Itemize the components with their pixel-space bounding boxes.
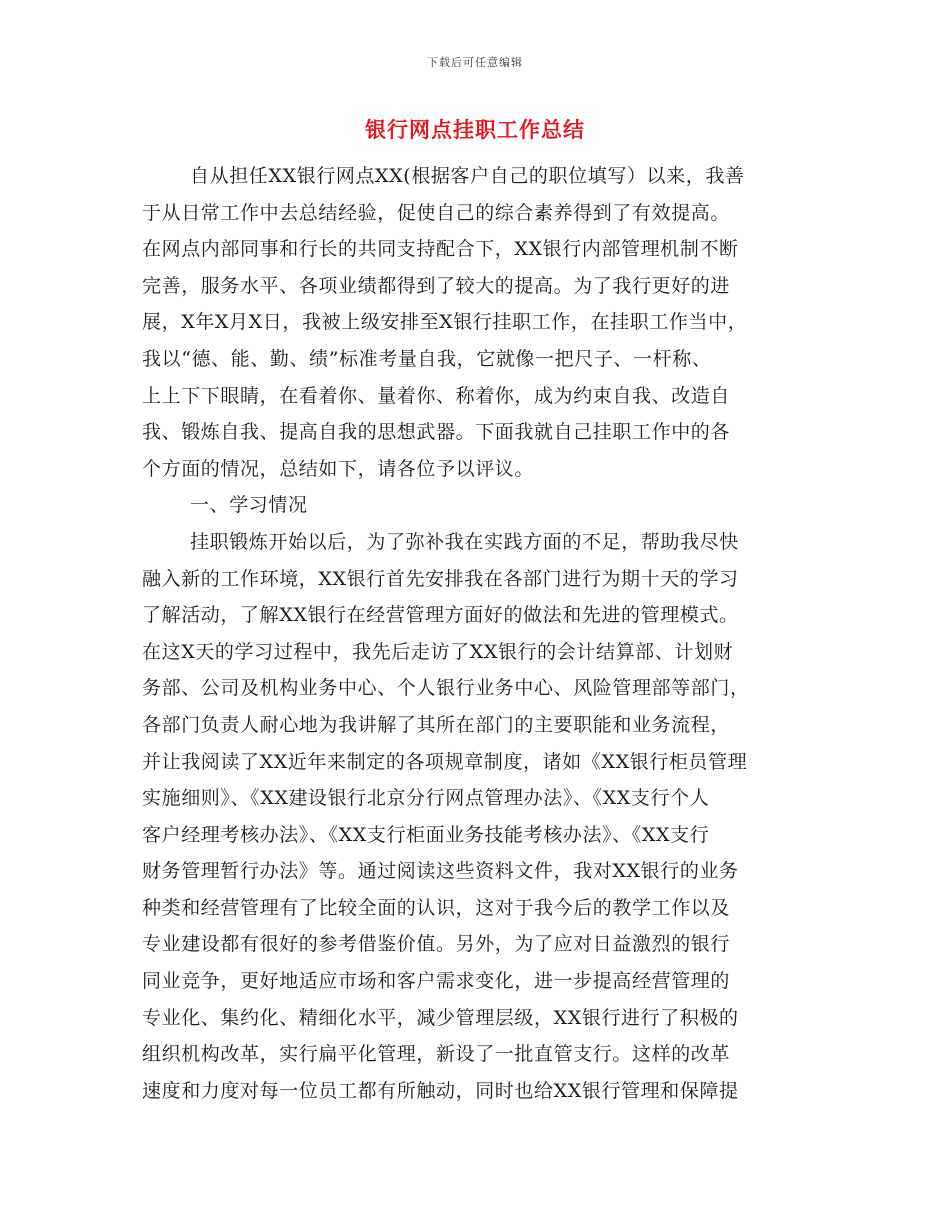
body-text-line: 上上下下眼睛，在看着你、量着你、称着你，成为约束自我、改造自 (142, 384, 731, 407)
body-text-line: 个方面的情况，总结如下，请各位予以评议。 (142, 457, 535, 480)
body-text-line: 自从担任XX银行网点XX(根据客户自己的职位填写）以来，我善 (190, 165, 745, 187)
header-note: 下载后可任意编辑 (427, 56, 523, 69)
body-text-line: 在这X天的学习过程中，我先后走访了XX银行的会计结算部、计划财 (142, 640, 734, 663)
body-text-line: 于从日常工作中去总结经验，促使自己的综合素养得到了有效提高。 (142, 201, 731, 224)
body-text-line: 同业竞争，更好地适应市场和客户需求变化，进一步提高经营管理的 (142, 970, 731, 993)
body-text-line: 在网点内部同事和行长的共同支持配合下，XX银行内部管理机制不断 (142, 238, 739, 261)
body-text-line: 完善，服务水平、各项业绩都得到了较大的提高。为了我行更好的进 (142, 274, 731, 297)
document-title: 银行网点挂职工作总结 (365, 117, 585, 142)
body-text-line: 我、锻炼自我、提高自我的思想武器。下面我就自己挂职工作中的各 (142, 421, 731, 444)
body-text-line: 了解活动，了解XX银行在经营管理方面好的做法和先进的管理模式。 (142, 604, 739, 627)
document-body (142, 158, 810, 1109)
body-text-line: 种类和经营管理有了比较全面的认识，这对于我今后的教学工作以及 (142, 896, 731, 919)
body-text-line: 速度和力度对每一位员工都有所触动，同时也给XX银行管理和保障提 (142, 1079, 739, 1102)
body-text-line: 客户经理考核办法》、《XX支行柜面业务技能考核办法》、《XX支行 (142, 823, 710, 846)
body-text-line: 财务管理暂行办法》等。通过阅读这些资料文件，我对XX银行的业务 (142, 860, 739, 883)
body-text-line: 我以“德、能、勤、绩”标准考量自我，它就像一把尺子、一杆称、 (142, 347, 712, 370)
body-text-line: 务部、公司及机构业务中心、个人银行业务中心、风险管理部等部门， (142, 677, 750, 700)
body-text-line: 组织机构改革，实行扁平化管理，新设了一批直管支行。这样的改革 (142, 1043, 731, 1066)
body-text-line: 一、学习情况 (190, 494, 308, 517)
body-text-line: 专业化、集约化、精细化水平，减少管理层级，XX银行进行了积极的 (142, 1006, 739, 1029)
body-text-line: 实施细则》、《XX建设银行北京分行网点管理办法》、《XX支行个人 (142, 787, 710, 810)
body-text-line: 展，X年X月X日，我被上级安排至X银行挂职工作，在挂职工作当中， (142, 311, 748, 334)
body-text-line: 融入新的工作环境，XX银行首先安排我在各部门进行为期十天的学习 (142, 567, 739, 590)
body-text-line: 挂职锻炼开始以后，为了弥补我在实践方面的不足，帮助我尽快 (190, 530, 739, 553)
body-text-line: 专业建设都有很好的参考借鉴价值。另外，为了应对日益激烈的银行 (142, 933, 731, 956)
body-text-line: 各部门负责人耐心地为我讲解了其所在部门的主要职能和业务流程， (142, 713, 731, 736)
body-text-line: 并让我阅读了XX近年来制定的各项规章制度，诸如《XX银行柜员管理 (142, 750, 748, 773)
